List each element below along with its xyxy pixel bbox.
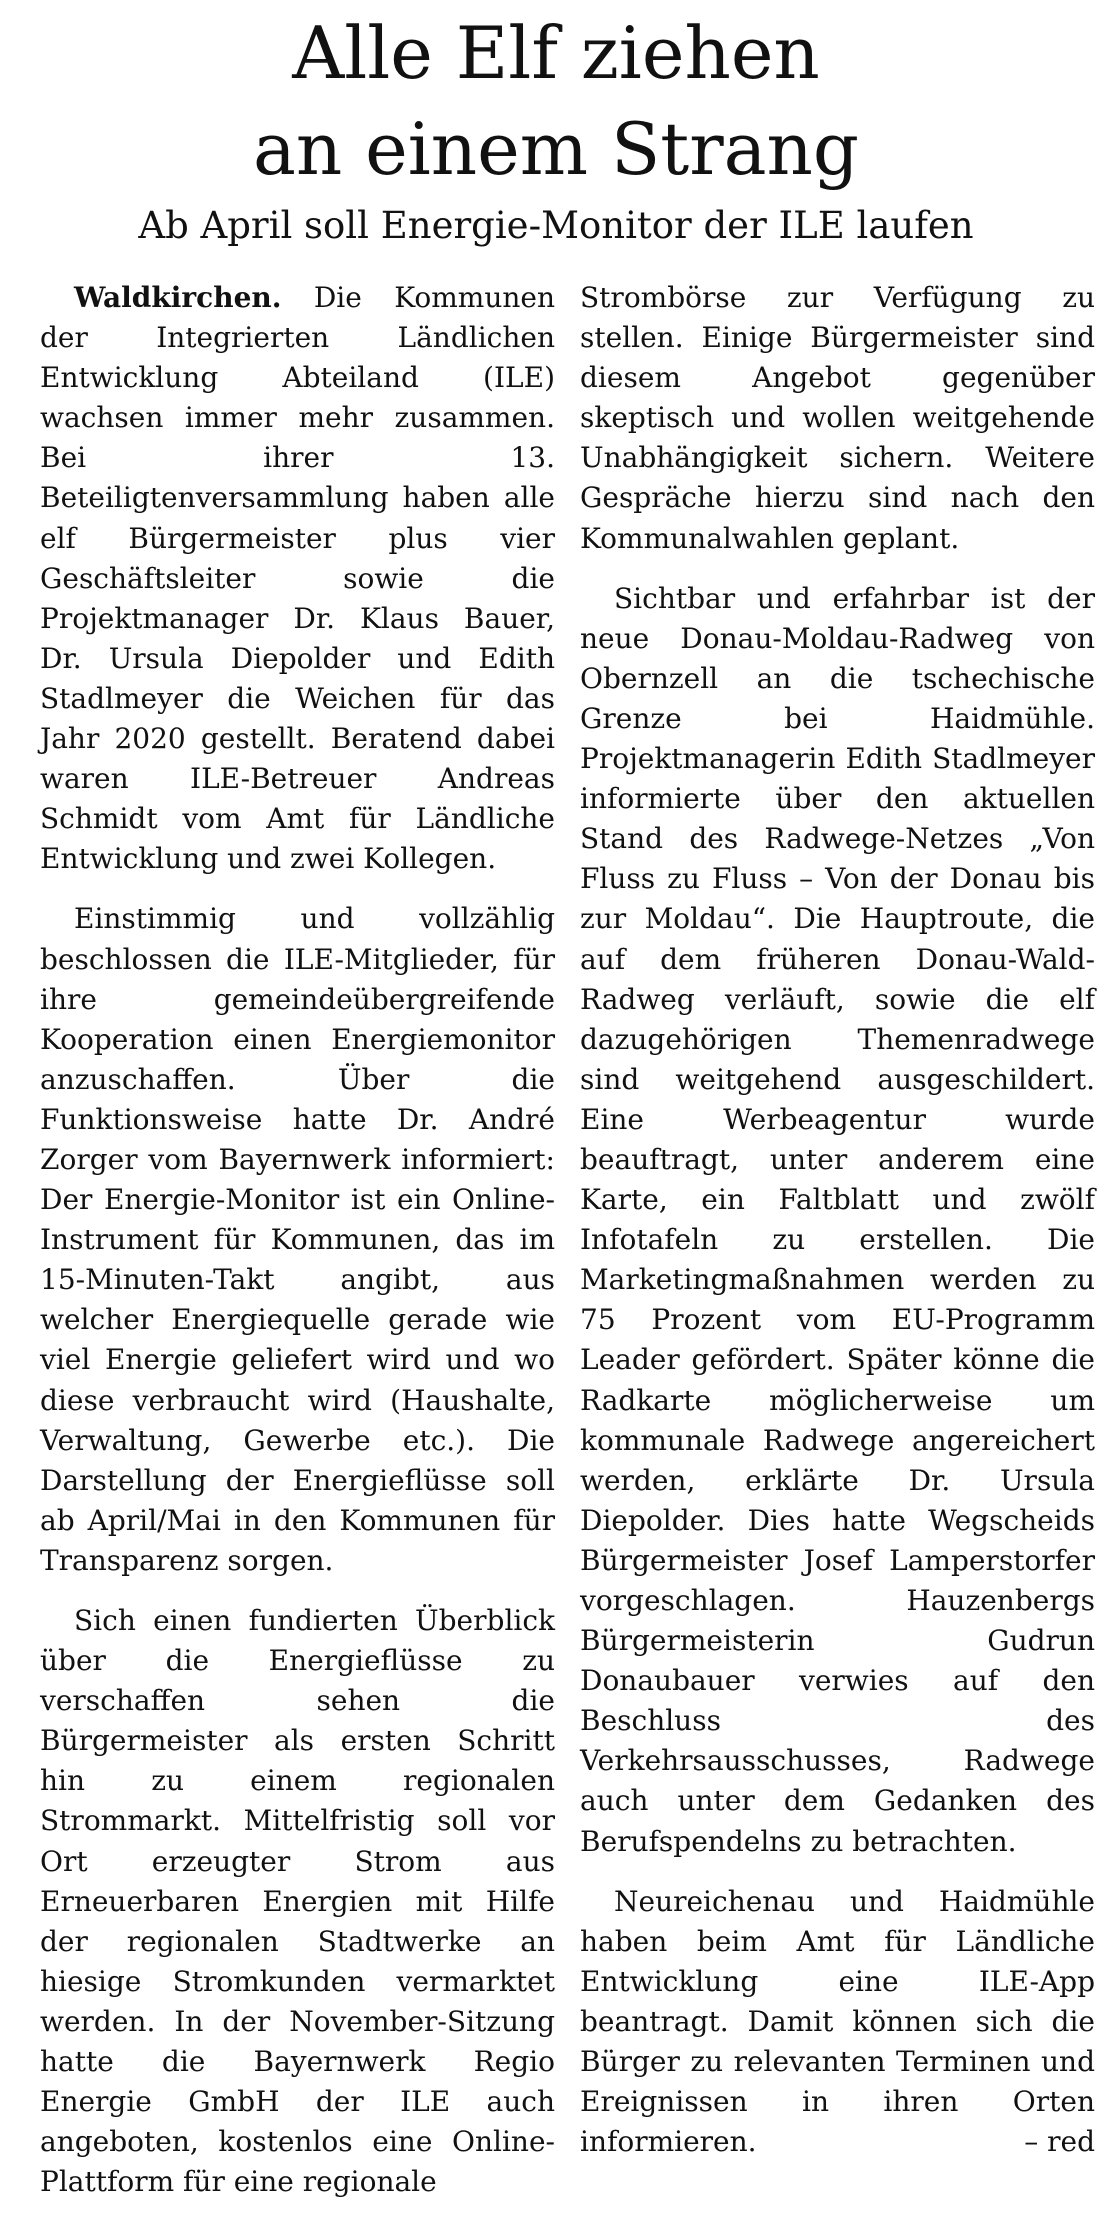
headline-line-1: Alle Elf ziehen	[292, 11, 820, 95]
paragraph-text: Neureichenau und Haidmühle haben beim Amt für Ländliche Entwicklung eine ILE-App beantragt. Damit können sich die Bürger zu relevanten Terminen und Ereignissen in ihren Orten informieren.	[580, 1884, 1095, 2159]
paragraph	[40, 278, 555, 879]
paragraph: Einstimmig und vollzählig beschlossen die ILE-Mitglieder, für ihre gemeindeübergreifende Kooperation einen Energiemonitor anzuschaffen. Über die Funktionsweise hatte Dr. André Zorger vom Bayernwerk informiert: Der Energie-Monitor ist ein Online-Instrument für Kommunen, das im 15-Minuten-Takt angibt, aus welcher Energiequelle gerade wie viel Energie geliefert wird und wo diese verbraucht wird (Haushalte, Verwaltung, Gewerbe etc.). Die Darstellung der Energieflüsse soll ab April/Mai in den Kommunen für Transparenz sorgen.	[40, 902, 555, 1577]
paragraph	[580, 1882, 1095, 2163]
author-signature: – red	[1024, 2125, 1095, 2159]
paragraph: Strombörse zur Verfügung zu stellen. Einige Bürgermeister sind diesem Angebot gegenüber skeptisch und wollen weitgehende Unabhängigkeit sichern. Weitere Gespräche hierzu sind nach den Kommunalwahlen geplant.	[580, 281, 1095, 555]
paragraph: Sichtbar und erfahrbar ist der neue Donau-Moldau-Radweg von Obernzell an die tschechische Grenze bei Haidmühle. Projektmanagerin Edith Stadlmeyer informierte über den aktuellen Stand des Radwege-Netzes „Von Fluss zu Fluss – Von der Donau bis zur Moldau“. Die Hauptroute, die auf dem früheren Donau-Wald-Radweg verläuft, sowie die elf dazugehörigen Themenradwege sind weitgehend ausgeschildert. Eine Werbeagentur wurde beauftragt, unter anderem eine Karte, ein Faltblatt und zwölf Infotafeln zu erstellen. Die Marketingmaßnahmen werden zu 75 Prozent vom EU-Programm Leader gefördert. Später könne die Radkarte möglicherweise um kommunale Radwege angereichert werden, erklärte Dr. Ursula Diepolder. Dies hatte Wegscheids Bürgermeister Josef Lamperstorfer vorgeschlagen. Hauzenbergs Bürgermeisterin Gudrun Donaubauer verwies auf den Beschluss des Verkehrsausschusses, Radwege auch unter dem Gedanken des Berufspendelns zu betrachten.	[580, 581, 1095, 1858]
paragraph: Sich einen fundierten Überblick über die Energieflüsse zu verschaffen sehen die Bürgermeister als ersten Schritt hin zu einem regionalen Strommarkt. Mittelfristig soll vor Ort erzeugter Strom aus Erneuerbaren Energien mit Hilfe der regionalen Stadtwerke an hiesige Stromkunden vermarktet werden. In der November-Sitzung hatte die Bayernwerk Regio Energie GmbH der ILE auch angeboten, kostenlos eine Online-Plattform für eine regionale	[40, 1604, 555, 2199]
column-left	[40, 278, 555, 2222]
column-right	[580, 278, 1095, 2182]
subheadline: Ab April soll Energie-Monitor der ILE laufen	[138, 204, 974, 247]
paragraph-text: Die Kommunen der Integrierten Ländlichen Entwicklung Abteiland (ILE) wachsen immer mehr zusammen. Bei ihrer 13. Beteiligtenversammlung haben alle elf Bürgermeister plus vier Geschäftsleiter sowie die Projektmanager Dr. Klaus Bauer, Dr. Ursula Diepolder und Edith Stadlmeyer die Weichen für das Jahr 2020 gestellt. Beratend dabei waren ILE-Betreuer Andreas Schmidt vom Amt für Ländliche Entwicklung und zwei Kollegen.	[40, 281, 555, 876]
dateline: Waldkirchen.	[74, 281, 282, 314]
headline-line-2: an einem Strang	[252, 107, 860, 191]
